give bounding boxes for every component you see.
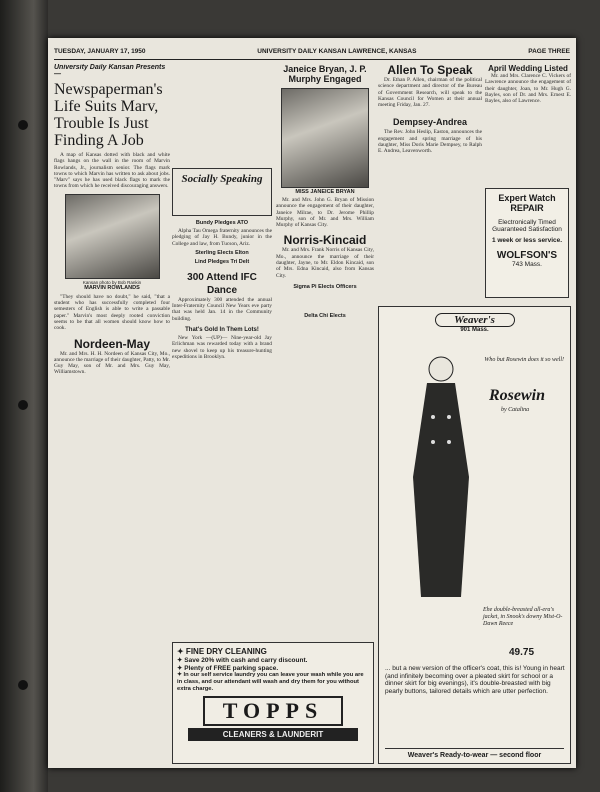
gold-body: New York —(UP)— Nine-year-old Jay Erlichman was rewarded today with a brand new shovel to keep up his treasure-hunting expeditions in Brooklyn.	[172, 335, 272, 360]
headline-ifc: 300 Attend IFC Dance	[187, 271, 257, 296]
subhead-bundy: Bundy Pledges ATO	[195, 220, 249, 226]
topps-line2: ✦ Save 20% with cash and carry discount.	[177, 657, 308, 664]
subhead-lind: Lind Pledges Tri Delt	[194, 258, 250, 265]
binder-hole	[18, 120, 28, 130]
photo-credit: Kansan photo by Bob Rankin	[82, 279, 142, 285]
headline-dempsey: Dempsey-Andrea	[392, 117, 468, 128]
coat-illustration	[399, 347, 479, 607]
norris-body: Mr. and Mrs. Frank Norris of Kansas City, Mo., announce the marriage of their daughter, Jayne, to Mr. Eldon Kincaid, son of Mrs. Edna Kincaid, also from Kansas City.	[276, 247, 374, 279]
photo-caption: MARVIN ROWLANDS	[84, 284, 140, 291]
dempsey-body: The Rev. John Heslip, Easton, announces the engagement and spring marriage of his daughter, Miss Doris Marie Dempsey, to Ralph E. Andrea, Leavenworth.	[378, 129, 482, 155]
weavers-address: 901 Mass.	[460, 327, 489, 333]
rosewin-by: by Catalina	[501, 407, 530, 413]
binder-hole	[18, 400, 28, 410]
social-body: Alpha Tau Omega fraternity announces the pledging of Jay H. Bundy, junior in the College and law, from Tucson, Ariz.	[172, 228, 272, 247]
binder-hole	[18, 680, 28, 690]
newspaper-page	[48, 38, 576, 768]
janeice-caption: MISS JANEICE BRYAN	[295, 189, 355, 195]
weavers-desc: Ehe double-breasted all-era's jacket, in Snook's downy Mist-O-Dawn Reece	[483, 607, 563, 627]
headline-marv: Newspaperman's Life Suits Marv, Trouble Is Just Finding A Job	[54, 81, 163, 149]
headline-bryan: Janeice Bryan, J. P. Murphy Engaged	[283, 64, 367, 84]
column-marv	[54, 64, 170, 764]
article-body: "They should have no doubt," he said, "that a student who has successfully completed four semesters of English is able to write a passable paper." Marvin's most deeply rooted conviction seems to be that all women should know how to cook.	[54, 293, 170, 332]
weavers-tagline: Who but Rosewin does it so well!	[484, 357, 564, 363]
ad-watch-repair: REPAIR	[510, 203, 544, 213]
column-engaged	[276, 64, 374, 638]
topps-logo-box	[203, 696, 343, 726]
headline-allen: Allen To Speak	[387, 64, 473, 77]
headline-norris: Norris-Kincaid	[283, 233, 367, 248]
ad-watch-line5: 1 week or less service.	[491, 237, 563, 244]
column-social	[172, 168, 272, 638]
april-body: Mr. and Mrs. Clarence C. Vickers of Lawrence announce the engagement of their daughter, Joan, to Mr. Hugh G. Bayles, son of Dr. and Mrs. Ernest E. Bayles, also of Lawrence.	[485, 73, 571, 105]
rosewin-brand: Rosewin	[489, 387, 546, 404]
topps-line3: ✦ Plenty of FREE parking space.	[177, 665, 279, 672]
kicker: University Daily Kansan Presents—	[54, 64, 166, 78]
bryan-body: Mr. and Mrs. John G. Bryan of Mission announce the engagement of their daughter, Janeice Milrae, to Dr. Jerome Phillip Murphy, son of Mr. and Mrs. William Murphy of Kansas City.	[276, 197, 374, 229]
topps-line1: ✦ FINE DRY CLEANING	[177, 647, 267, 656]
headline-gold: That's Gold In Them Lots!	[185, 327, 259, 334]
topps-sub: CLEANERS & LAUNDERIT	[188, 728, 358, 741]
ad-watch-title: Expert Watch	[498, 193, 556, 203]
ad-watch-addr: 743 Mass.	[512, 261, 542, 268]
socially-speaking: Socially Speaking	[172, 168, 272, 216]
ad-topps	[172, 642, 374, 764]
column-april	[485, 64, 571, 184]
weavers-price: 49.75	[509, 647, 535, 658]
ad-watch-line4: Guaranteed Satisfaction	[492, 226, 562, 233]
ad-weavers	[378, 306, 571, 764]
ad-wolfson	[485, 188, 569, 298]
subhead-sigma: Sigma Pi Elects Officers	[293, 283, 357, 290]
masthead-paper: UNIVERSITY DAILY KANSAN LAWRENCE, KANSAS	[257, 48, 417, 55]
janeice-photo	[281, 88, 369, 188]
topps-line4: ✦ In our self service laundry you can leave your wash while you are in class, and our attendant will wash and dry them for you without extra charge.	[177, 672, 364, 692]
binder-edge	[0, 0, 48, 792]
subhead-delta: Delta Chi Elects	[304, 312, 346, 319]
article-lead: A map of Kansas dotted with black and white flags hangs on the wall in the room of Marvin Rowlands, Jr., journalism senior. The flags mark towns to which Marvin has written to ask about jobs. "Marv" says he has used black flags to mark the towns from which he received discouraging answers.	[54, 152, 170, 190]
ad-watch-line3: Electronically Timed	[498, 219, 556, 226]
weavers-footer: Weaver's Ready-to-wear — second floor	[385, 748, 564, 759]
marvin-photo	[65, 194, 160, 279]
headline-nordeen: Nordeen-May	[73, 336, 150, 351]
allen-body: Dr. Ethan P. Allen, chairman of the political science department and director of the Bureau of Government Research, will speak to the Kansas Council for Women at their annual meeting Friday, Jan. 27.	[378, 77, 482, 109]
masthead-date: TUESDAY, JANUARY 17, 1950	[54, 48, 146, 55]
column-allen	[378, 64, 482, 304]
weavers-copy: ... but a new version of the officer's coat, this is! Young in heart (and infinitely becoming over a pleated skirt for school or a dinner skirt for big evenings), it's double-breasted with big pearly buttons, tailored details which are utter perfection.	[385, 665, 565, 695]
nordeen-body: Mr. and Mrs. H. H. Nordeen of Kansas City, Mo., announce the marriage of their daughter, Patty, to Mr. Guy May, son of Mr. and Mrs. Guy May, Williamstown.	[54, 350, 170, 376]
ad-watch-store: WOLFSON'S	[496, 250, 558, 261]
masthead	[54, 48, 570, 60]
topps-brand: TOPPS	[222, 698, 324, 724]
weavers-logo: Weaver's	[435, 313, 515, 327]
headline-april: April Wedding Listed	[488, 64, 568, 73]
subhead-sterling: Sterling Elects Elton	[195, 249, 249, 256]
ifc-body: Approximately 300 attended the annual Inter-Fraternity Council New Years eve party that was held Jan. 14 in the Community building.	[172, 296, 272, 322]
masthead-page: PAGE THREE	[528, 48, 570, 55]
